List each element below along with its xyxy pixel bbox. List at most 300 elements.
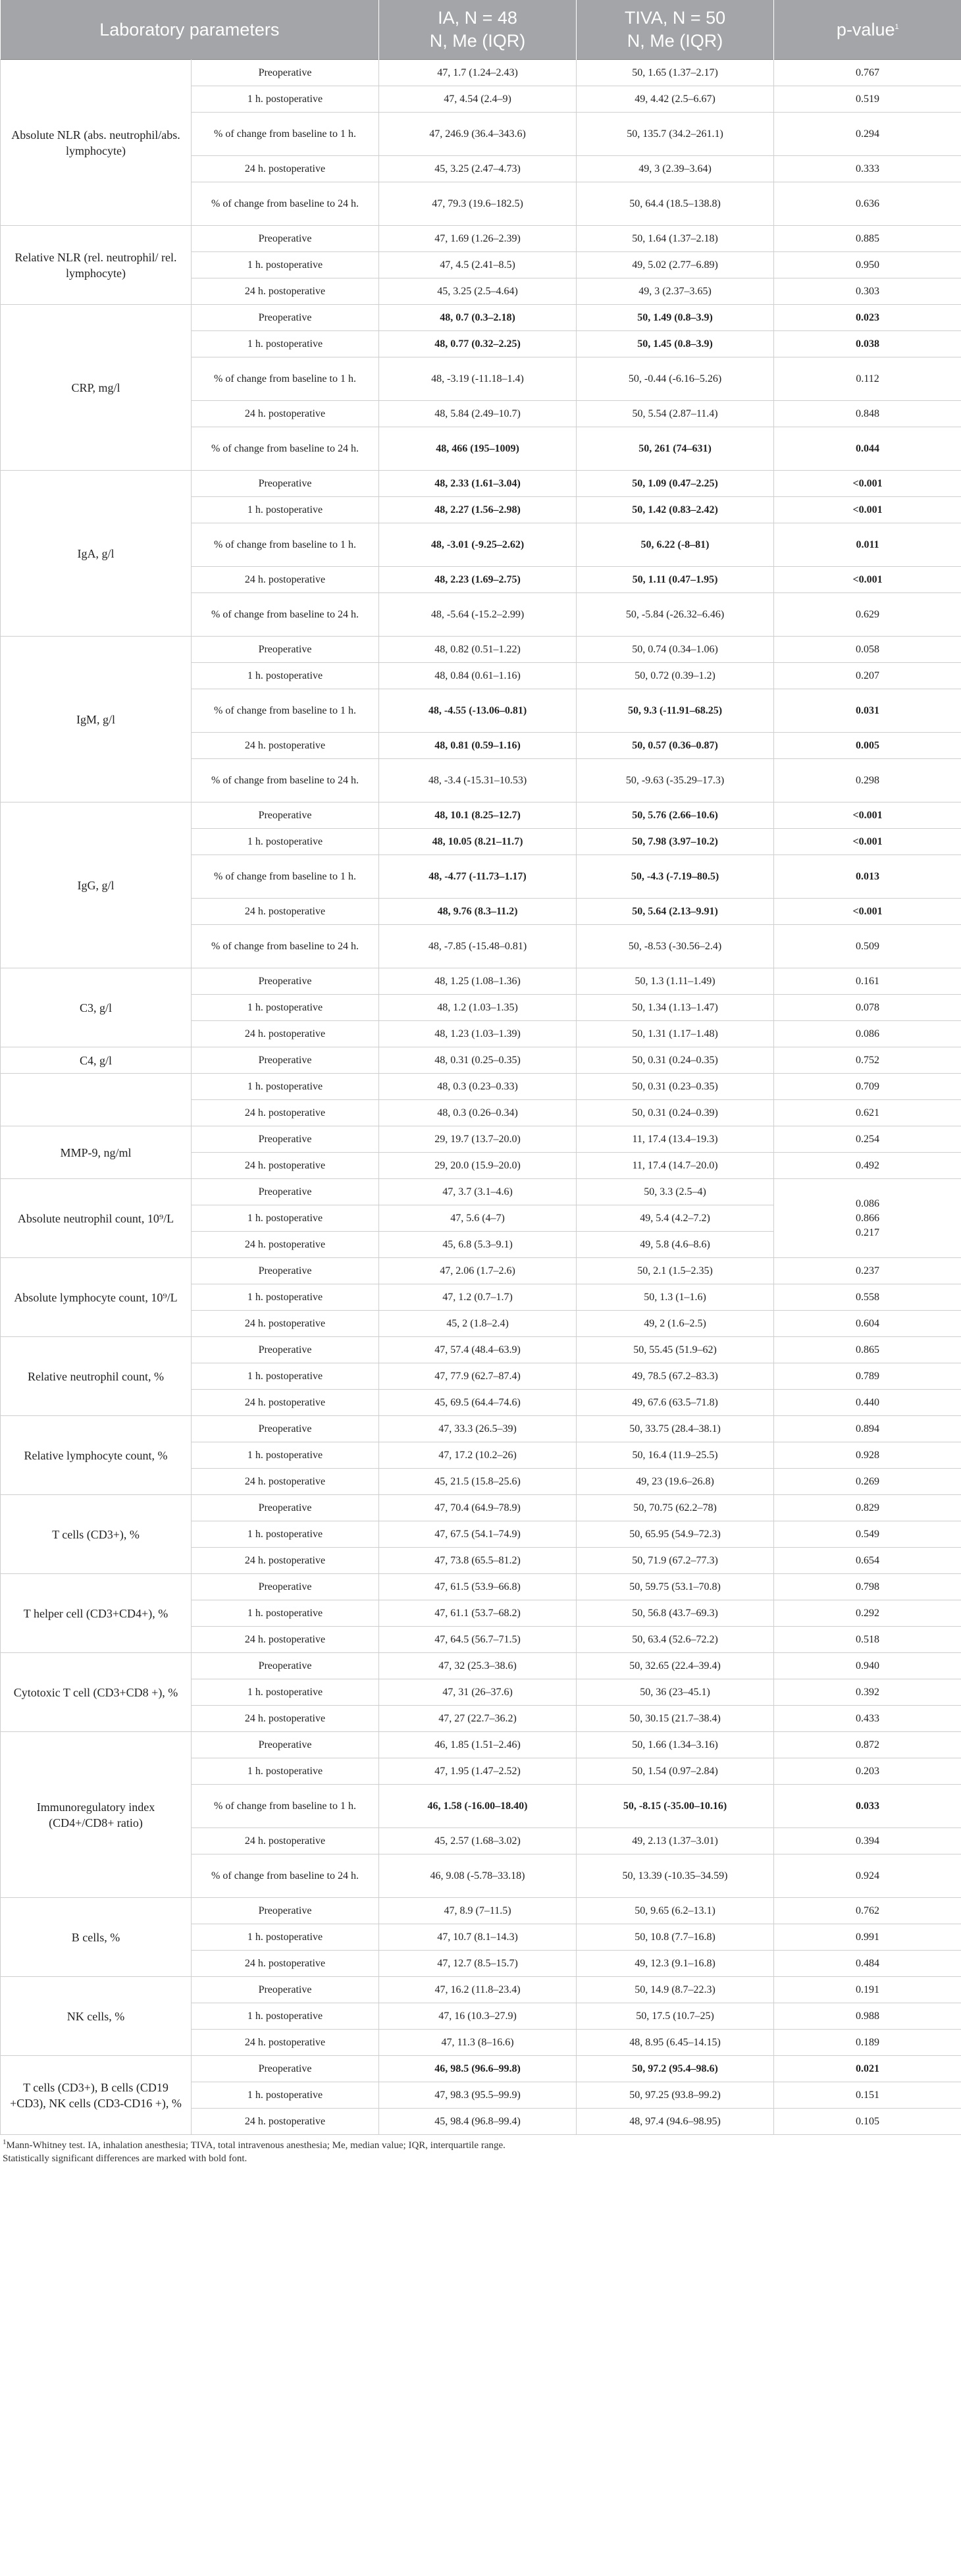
tiva-value-cell: 50, 71.9 (67.2–77.3) (577, 1548, 774, 1574)
ia-value-cell: 48, 1.25 (1.08–1.36) (379, 968, 577, 995)
timepoint-cell: Preoperative (192, 1258, 379, 1284)
p-value-cell: 0.872 (774, 1732, 961, 1758)
ia-value-cell: 45, 2 (1.8–2.4) (379, 1311, 577, 1337)
header-p-value (774, 0, 961, 60)
timepoint-cell: % of change from baseline to 24 h. (192, 182, 379, 226)
header-tiva (577, 0, 774, 60)
tiva-value-cell: 50, 1.66 (1.34–3.16) (577, 1732, 774, 1758)
parameter-cell: IgG, g/l (1, 802, 192, 968)
ia-value-cell: 48, 0.3 (0.23–0.33) (379, 1074, 577, 1100)
p-value-cell: 0.928 (774, 1442, 961, 1469)
ia-value-cell: 45, 3.25 (2.47–4.73) (379, 156, 577, 182)
p-value-cell: 0.621 (774, 1100, 961, 1126)
ia-value-cell: 47, 5.6 (4–7) (379, 1205, 577, 1232)
p-value-cell: 0.950 (774, 252, 961, 278)
parameter-cell: Relative lymphocyte count, % (1, 1416, 192, 1495)
ia-value-cell: 47, 57.4 (48.4–63.9) (379, 1337, 577, 1363)
timepoint-cell: % of change from baseline to 1 h. (192, 689, 379, 733)
ia-value-cell: 48, 2.27 (1.56–2.98) (379, 497, 577, 523)
p-value-cell: 0.105 (774, 2109, 961, 2135)
table-row (1, 1977, 961, 2003)
tiva-value-cell: 50, 1.42 (0.83–2.42) (577, 497, 774, 523)
ia-value-cell: 47, 11.3 (8–16.6) (379, 2030, 577, 2056)
tiva-value-cell: 50, 17.5 (10.7–25) (577, 2003, 774, 2030)
p-value-cell: 0.021 (774, 2056, 961, 2082)
footnote-1-text: Mann-Whitney test. IA, inhalation anesthesia; TIVA, total intravenous anesthesia; Me, median value; IQR, interquartile range. (6, 2140, 506, 2151)
p-value-cell: 0.988 (774, 2003, 961, 2030)
ia-value-cell: 48, -3.19 (-11.18–1.4) (379, 357, 577, 401)
p-value-cell: 0.885 (774, 226, 961, 252)
tiva-value-cell: 50, 55.45 (51.9–62) (577, 1337, 774, 1363)
timepoint-cell: 24 h. postoperative (192, 1828, 379, 1854)
parameter-cell: T helper cell (CD3+CD4+), % (1, 1574, 192, 1653)
ia-value-cell: 47, 79.3 (19.6–182.5) (379, 182, 577, 226)
timepoint-cell: 24 h. postoperative (192, 1469, 379, 1495)
ia-value-cell: 47, 1.7 (1.24–2.43) (379, 60, 577, 86)
tiva-value-cell: 50, 33.75 (28.4–38.1) (577, 1416, 774, 1442)
timepoint-cell: 1 h. postoperative (192, 1363, 379, 1390)
ia-value-cell: 47, 12.7 (8.5–15.7) (379, 1951, 577, 1977)
timepoint-cell: 24 h. postoperative (192, 1153, 379, 1179)
header-tiva-sub: N, Me (IQR) (627, 31, 723, 51)
ia-value-cell: 45, 21.5 (15.8–25.6) (379, 1469, 577, 1495)
ia-value-cell: 47, 61.5 (53.9–66.8) (379, 1574, 577, 1600)
ia-value-cell: 29, 19.7 (13.7–20.0) (379, 1126, 577, 1153)
timepoint-cell: 24 h. postoperative (192, 1100, 379, 1126)
tiva-value-cell: 50, 1.3 (1–1.6) (577, 1284, 774, 1311)
parameter-cell: T cells (CD3+), % (1, 1495, 192, 1574)
tiva-value-cell: 50, -5.84 (-26.32–6.46) (577, 593, 774, 637)
p-value-cell: 0.762 (774, 1898, 961, 1924)
ia-value-cell: 48, -4.55 (-13.06–0.81) (379, 689, 577, 733)
tiva-value-cell: 49, 67.6 (63.5–71.8) (577, 1390, 774, 1416)
timepoint-cell: Preoperative (192, 226, 379, 252)
p-value-cell: 0.161 (774, 968, 961, 995)
ia-value-cell: 46, 1.85 (1.51–2.46) (379, 1732, 577, 1758)
timepoint-cell: 24 h. postoperative (192, 156, 379, 182)
p-value-cell: 0.044 (774, 427, 961, 471)
table-row (1, 1047, 961, 1074)
timepoint-cell: Preoperative (192, 968, 379, 995)
timepoint-cell: 1 h. postoperative (192, 1521, 379, 1548)
tiva-value-cell: 49, 2 (1.6–2.5) (577, 1311, 774, 1337)
timepoint-cell: 1 h. postoperative (192, 86, 379, 113)
timepoint-cell: 24 h. postoperative (192, 567, 379, 593)
tiva-value-cell: 50, 261 (74–631) (577, 427, 774, 471)
timepoint-cell: 1 h. postoperative (192, 1442, 379, 1469)
tiva-value-cell: 50, 65.95 (54.9–72.3) (577, 1521, 774, 1548)
ia-value-cell: 47, 27 (22.7–36.2) (379, 1706, 577, 1732)
p-value-cell: <0.001 (774, 567, 961, 593)
ia-value-cell: 29, 20.0 (15.9–20.0) (379, 1153, 577, 1179)
tiva-value-cell: 50, -8.15 (-35.00–10.16) (577, 1785, 774, 1828)
timepoint-cell: Preoperative (192, 1574, 379, 1600)
tiva-value-cell: 50, 56.8 (43.7–69.3) (577, 1600, 774, 1627)
tiva-value-cell: 50, 5.54 (2.87–11.4) (577, 401, 774, 427)
table-row (1, 2056, 961, 2082)
parameter-cell: Absolute lymphocyte count, 10⁹/L (1, 1258, 192, 1337)
tiva-value-cell: 11, 17.4 (14.7–20.0) (577, 1153, 774, 1179)
parameter-cell: NK cells, % (1, 1977, 192, 2056)
tiva-value-cell: 49, 2.13 (1.37–3.01) (577, 1828, 774, 1854)
tiva-value-cell: 50, 0.74 (0.34–1.06) (577, 637, 774, 663)
table-header (1, 0, 961, 60)
p-value-cell: 0.484 (774, 1951, 961, 1977)
p-value-cell: 0.767 (774, 60, 961, 86)
timepoint-cell: Preoperative (192, 802, 379, 829)
timepoint-cell: 1 h. postoperative (192, 331, 379, 357)
timepoint-cell: 1 h. postoperative (192, 1074, 379, 1100)
header-tiva-label: TIVA, N = 50 (624, 8, 726, 28)
timepoint-cell: % of change from baseline to 1 h. (192, 1785, 379, 1828)
p-value-cell: 0.604 (774, 1311, 961, 1337)
header-ia-sub: N, Me (IQR) (429, 31, 526, 51)
parameter-cell: IgA, g/l (1, 471, 192, 637)
tiva-value-cell: 50, 97.2 (95.4–98.6) (577, 2056, 774, 2082)
tiva-value-cell: 50, -0.44 (-6.16–5.26) (577, 357, 774, 401)
tiva-value-cell: 50, 30.15 (21.7–38.4) (577, 1706, 774, 1732)
tiva-value-cell: 50, 9.65 (6.2–13.1) (577, 1898, 774, 1924)
p-value-cell: <0.001 (774, 829, 961, 855)
timepoint-cell: % of change from baseline to 1 h. (192, 113, 379, 156)
timepoint-cell: Preoperative (192, 1653, 379, 1679)
ia-value-cell: 48, 9.76 (8.3–11.2) (379, 899, 577, 925)
tiva-value-cell: 50, 1.65 (1.37–2.17) (577, 60, 774, 86)
timepoint-cell: % of change from baseline to 24 h. (192, 759, 379, 802)
ia-value-cell: 47, 3.7 (3.1–4.6) (379, 1179, 577, 1205)
tiva-value-cell: 50, 16.4 (11.9–25.5) (577, 1442, 774, 1469)
timepoint-cell: Preoperative (192, 1416, 379, 1442)
ia-value-cell: 48, -3.4 (-15.31–10.53) (379, 759, 577, 802)
p-value-cell: <0.001 (774, 497, 961, 523)
timepoint-cell: Preoperative (192, 1047, 379, 1074)
p-value-cell: 0.654 (774, 1548, 961, 1574)
ia-value-cell: 48, -3.01 (-9.25–2.62) (379, 523, 577, 567)
timepoint-cell: 24 h. postoperative (192, 899, 379, 925)
timepoint-cell: 1 h. postoperative (192, 1758, 379, 1785)
timepoint-cell: Preoperative (192, 1732, 379, 1758)
ia-value-cell: 47, 70.4 (64.9–78.9) (379, 1495, 577, 1521)
ia-value-cell: 47, 67.5 (54.1–74.9) (379, 1521, 577, 1548)
p-value-cell: 0.865 (774, 1337, 961, 1363)
timepoint-cell: Preoperative (192, 1977, 379, 2003)
p-value-cell: 0.940 (774, 1653, 961, 1679)
p-value-cell: 0.033 (774, 1785, 961, 1828)
table-row (1, 471, 961, 497)
timepoint-cell: Preoperative (192, 305, 379, 331)
tiva-value-cell: 50, 3.3 (2.5–4) (577, 1179, 774, 1205)
tiva-value-cell: 50, 32.65 (22.4–39.4) (577, 1653, 774, 1679)
parameter-cell: Absolute neutrophil count, 10⁹/L (1, 1179, 192, 1258)
p-value-cell: 0.112 (774, 357, 961, 401)
tiva-value-cell: 50, 0.31 (0.24–0.39) (577, 1100, 774, 1126)
tiva-value-cell: 49, 3 (2.39–3.64) (577, 156, 774, 182)
tiva-value-cell: 50, 64.4 (18.5–138.8) (577, 182, 774, 226)
ia-value-cell: 45, 6.8 (5.3–9.1) (379, 1232, 577, 1258)
table-row (1, 1574, 961, 1600)
ia-value-cell: 47, 61.1 (53.7–68.2) (379, 1600, 577, 1627)
parameter-cell: Cytotoxic T cell (CD3+CD8 +), % (1, 1653, 192, 1732)
ia-value-cell: 47, 8.9 (7–11.5) (379, 1898, 577, 1924)
table-row (1, 1074, 961, 1100)
p-value-cell: 0.086 (774, 1021, 961, 1047)
parameter-cell (1, 1074, 192, 1126)
ia-value-cell: 48, -4.77 (-11.73–1.17) (379, 855, 577, 899)
table-row (1, 802, 961, 829)
timepoint-cell: % of change from baseline to 24 h. (192, 593, 379, 637)
timepoint-cell: Preoperative (192, 1337, 379, 1363)
timepoint-cell: 24 h. postoperative (192, 1951, 379, 1977)
ia-value-cell: 48, 0.81 (0.59–1.16) (379, 733, 577, 759)
ia-value-cell: 47, 246.9 (36.4–343.6) (379, 113, 577, 156)
tiva-value-cell: 50, 2.1 (1.5–2.35) (577, 1258, 774, 1284)
p-value-cell: 0.518 (774, 1627, 961, 1653)
p-value-cell: 0.189 (774, 2030, 961, 2056)
timepoint-cell: 1 h. postoperative (192, 252, 379, 278)
ia-value-cell: 47, 64.5 (56.7–71.5) (379, 1627, 577, 1653)
timepoint-cell: Preoperative (192, 637, 379, 663)
tiva-value-cell: 50, 1.64 (1.37–2.18) (577, 226, 774, 252)
tiva-value-cell: 50, 36 (23–45.1) (577, 1679, 774, 1706)
ia-value-cell: 48, 0.31 (0.25–0.35) (379, 1047, 577, 1074)
tiva-value-cell: 50, 0.72 (0.39–1.2) (577, 663, 774, 689)
timepoint-cell: 24 h. postoperative (192, 1706, 379, 1732)
tiva-value-cell: 50, 13.39 (-10.35–34.59) (577, 1854, 774, 1898)
header-p-footnote-mark: 1 (895, 22, 899, 31)
timepoint-cell: Preoperative (192, 1179, 379, 1205)
ia-value-cell: 48, 2.23 (1.69–2.75) (379, 567, 577, 593)
timepoint-cell: 1 h. postoperative (192, 829, 379, 855)
timepoint-cell: Preoperative (192, 1126, 379, 1153)
tiva-value-cell: 50, 1.45 (0.8–3.9) (577, 331, 774, 357)
p-value-cell: 0.031 (774, 689, 961, 733)
p-value-cell: 0.848 (774, 401, 961, 427)
p-value-cell: 0.991 (774, 1924, 961, 1951)
ia-value-cell: 48, 1.23 (1.03–1.39) (379, 1021, 577, 1047)
ia-value-cell: 47, 16 (10.3–27.9) (379, 2003, 577, 2030)
tiva-value-cell: 48, 97.4 (94.6–98.95) (577, 2109, 774, 2135)
tiva-value-cell: 49, 78.5 (67.2–83.3) (577, 1363, 774, 1390)
tiva-value-cell: 50, 1.54 (0.97–2.84) (577, 1758, 774, 1785)
table-row (1, 1732, 961, 1758)
p-value-cell: 0.294 (774, 113, 961, 156)
header-ia (379, 0, 577, 60)
timepoint-cell: 1 h. postoperative (192, 2003, 379, 2030)
p-value-cell: 0.636 (774, 182, 961, 226)
tiva-value-cell: 50, 1.09 (0.47–2.25) (577, 471, 774, 497)
parameter-cell: T cells (CD3+), B cells (CD19 +CD3), NK cells (CD3-CD16 +), % (1, 2056, 192, 2135)
tiva-value-cell: 50, 6.22 (-8–81) (577, 523, 774, 567)
timepoint-cell: 1 h. postoperative (192, 995, 379, 1021)
ia-value-cell: 47, 4.5 (2.41–8.5) (379, 252, 577, 278)
timepoint-cell: Preoperative (192, 471, 379, 497)
p-value-cell: 0.333 (774, 156, 961, 182)
p-value-cell: 0.798 (774, 1574, 961, 1600)
timepoint-cell: % of change from baseline to 1 h. (192, 357, 379, 401)
timepoint-cell: % of change from baseline to 1 h. (192, 855, 379, 899)
table-row (1, 60, 961, 86)
ia-value-cell: 47, 32 (25.3–38.6) (379, 1653, 577, 1679)
parameter-cell: MMP-9, ng/ml (1, 1126, 192, 1179)
p-value-cell: 0.237 (774, 1258, 961, 1284)
ia-value-cell: 47, 1.69 (1.26–2.39) (379, 226, 577, 252)
timepoint-cell: 24 h. postoperative (192, 1232, 379, 1258)
table-row (1, 968, 961, 995)
ia-value-cell: 47, 31 (26–37.6) (379, 1679, 577, 1706)
timepoint-cell: % of change from baseline to 24 h. (192, 925, 379, 968)
tiva-value-cell: 50, -9.63 (-35.29–17.3) (577, 759, 774, 802)
timepoint-cell: Preoperative (192, 1898, 379, 1924)
timepoint-cell: 24 h. postoperative (192, 1627, 379, 1653)
ia-value-cell: 48, -7.85 (-15.48–0.81) (379, 925, 577, 968)
table-row (1, 1179, 961, 1205)
tiva-value-cell: 50, 0.31 (0.24–0.35) (577, 1047, 774, 1074)
footnote-2: Statistically significant differences are marked with bold font. (3, 2153, 247, 2164)
p-value-cell: 0.303 (774, 278, 961, 305)
tiva-value-cell: 50, -4.3 (-7.19–80.5) (577, 855, 774, 899)
tiva-value-cell: 50, 1.11 (0.47–1.95) (577, 567, 774, 593)
ia-value-cell: 47, 33.3 (26.5–39) (379, 1416, 577, 1442)
p-value-cell: 0.023 (774, 305, 961, 331)
parameter-cell: C4, g/l (1, 1047, 192, 1074)
tiva-value-cell: 50, 1.3 (1.11–1.49) (577, 968, 774, 995)
tiva-value-cell: 49, 12.3 (9.1–16.8) (577, 1951, 774, 1977)
p-value-merged-cell (774, 1179, 961, 1258)
table-row (1, 305, 961, 331)
ia-value-cell: 47, 17.2 (10.2–26) (379, 1442, 577, 1469)
timepoint-cell: Preoperative (192, 60, 379, 86)
parameter-cell: C3, g/l (1, 968, 192, 1047)
ia-value-cell: 47, 10.7 (8.1–14.3) (379, 1924, 577, 1951)
timepoint-cell: 1 h. postoperative (192, 1679, 379, 1706)
p-value-cell: 0.254 (774, 1126, 961, 1153)
p-value-cell: 0.392 (774, 1679, 961, 1706)
tiva-value-cell: 50, 1.34 (1.13–1.47) (577, 995, 774, 1021)
p-value-line: 0.086 (856, 1197, 880, 1209)
tiva-value-cell: 50, 0.57 (0.36–0.87) (577, 733, 774, 759)
ia-value-cell: 48, 0.82 (0.51–1.22) (379, 637, 577, 663)
p-value-cell: 0.394 (774, 1828, 961, 1854)
table-row (1, 1898, 961, 1924)
ia-value-cell: 47, 4.54 (2.4–9) (379, 86, 577, 113)
tiva-value-cell: 50, 1.49 (0.8–3.9) (577, 305, 774, 331)
header-ia-label: IA, N = 48 (438, 8, 517, 28)
p-value-cell: 0.011 (774, 523, 961, 567)
parameter-cell: IgM, g/l (1, 637, 192, 802)
ia-value-cell: 47, 2.06 (1.7–2.6) (379, 1258, 577, 1284)
timepoint-cell: 1 h. postoperative (192, 1284, 379, 1311)
timepoint-cell: 24 h. postoperative (192, 1548, 379, 1574)
tiva-value-cell: 50, 97.25 (93.8–99.2) (577, 2082, 774, 2109)
timepoint-cell: 24 h. postoperative (192, 1021, 379, 1047)
ia-value-cell: 48, 10.1 (8.25–12.7) (379, 802, 577, 829)
tiva-value-cell: 50, 135.7 (34.2–261.1) (577, 113, 774, 156)
ia-value-cell: 48, 0.84 (0.61–1.16) (379, 663, 577, 689)
parameter-cell: Relative NLR (rel. neutrophil/ rel. lymphocyte) (1, 226, 192, 305)
ia-value-cell: 48, -5.64 (-15.2–2.99) (379, 593, 577, 637)
p-value-cell: 0.292 (774, 1600, 961, 1627)
p-value-cell: 0.440 (774, 1390, 961, 1416)
ia-value-cell: 45, 69.5 (64.4–74.6) (379, 1390, 577, 1416)
table-row (1, 1337, 961, 1363)
ia-value-cell: 47, 98.3 (95.5–99.9) (379, 2082, 577, 2109)
p-value-cell: 0.191 (774, 1977, 961, 2003)
p-value-cell: 0.298 (774, 759, 961, 802)
tiva-value-cell: 49, 23 (19.6–26.8) (577, 1469, 774, 1495)
ia-value-cell: 47, 73.8 (65.5–81.2) (379, 1548, 577, 1574)
p-value-cell: 0.207 (774, 663, 961, 689)
tiva-value-cell: 50, -8.53 (-30.56–2.4) (577, 925, 774, 968)
timepoint-cell: 24 h. postoperative (192, 278, 379, 305)
p-value-cell: 0.894 (774, 1416, 961, 1442)
table-row (1, 1416, 961, 1442)
tiva-value-cell: 50, 1.31 (1.17–1.48) (577, 1021, 774, 1047)
p-value-cell: 0.789 (774, 1363, 961, 1390)
timepoint-cell: % of change from baseline to 24 h. (192, 427, 379, 471)
p-value-cell: 0.433 (774, 1706, 961, 1732)
header-parameters (1, 0, 379, 60)
ia-value-cell: 45, 2.57 (1.68–3.02) (379, 1828, 577, 1854)
ia-value-cell: 48, 0.7 (0.3–2.18) (379, 305, 577, 331)
table-row (1, 1495, 961, 1521)
tiva-value-cell: 11, 17.4 (13.4–19.3) (577, 1126, 774, 1153)
p-value-cell: <0.001 (774, 899, 961, 925)
tiva-value-cell: 50, 59.75 (53.1–70.8) (577, 1574, 774, 1600)
p-value-cell: 0.005 (774, 733, 961, 759)
table-row (1, 226, 961, 252)
ia-value-cell: 47, 77.9 (62.7–87.4) (379, 1363, 577, 1390)
ia-value-cell: 48, 1.2 (1.03–1.35) (379, 995, 577, 1021)
tiva-value-cell: 50, 5.76 (2.66–10.6) (577, 802, 774, 829)
p-value-cell: 0.269 (774, 1469, 961, 1495)
p-value-cell: <0.001 (774, 471, 961, 497)
tiva-value-cell: 50, 14.9 (8.7–22.3) (577, 1977, 774, 2003)
ia-value-cell: 48, 5.84 (2.49–10.7) (379, 401, 577, 427)
timepoint-cell: 1 h. postoperative (192, 1600, 379, 1627)
timepoint-cell: 1 h. postoperative (192, 497, 379, 523)
tiva-value-cell: 50, 10.8 (7.7–16.8) (577, 1924, 774, 1951)
p-value-cell: 0.829 (774, 1495, 961, 1521)
p-value-cell: 0.549 (774, 1521, 961, 1548)
parameter-cell: Immunoregulatory index (CD4+/CD8+ ratio) (1, 1732, 192, 1898)
footnote-1 (3, 2139, 958, 2152)
table-row (1, 1258, 961, 1284)
parameter-cell: Relative neutrophil count, % (1, 1337, 192, 1416)
p-value-cell: <0.001 (774, 802, 961, 829)
ia-value-cell: 48, 0.3 (0.26–0.34) (379, 1100, 577, 1126)
tiva-value-cell: 50, 5.64 (2.13–9.91) (577, 899, 774, 925)
tiva-value-cell: 50, 7.98 (3.97–10.2) (577, 829, 774, 855)
tiva-value-cell: 50, 63.4 (52.6–72.2) (577, 1627, 774, 1653)
ia-value-cell: 47, 1.2 (0.7–1.7) (379, 1284, 577, 1311)
p-value-line: 0.217 (856, 1226, 880, 1238)
ia-value-cell: 48, 10.05 (8.21–11.7) (379, 829, 577, 855)
table-footnotes (0, 2135, 961, 2165)
ia-value-cell: 45, 98.4 (96.8–99.4) (379, 2109, 577, 2135)
timepoint-cell: 24 h. postoperative (192, 1390, 379, 1416)
p-value-cell: 0.752 (774, 1047, 961, 1074)
p-value-cell: 0.519 (774, 86, 961, 113)
p-value-cell: 0.078 (774, 995, 961, 1021)
ia-value-cell: 48, 466 (195–1009) (379, 427, 577, 471)
p-value-cell: 0.203 (774, 1758, 961, 1785)
ia-value-cell: 48, 0.77 (0.32–2.25) (379, 331, 577, 357)
table-row (1, 1653, 961, 1679)
ia-value-cell: 46, 1.58 (-16.00–18.40) (379, 1785, 577, 1828)
tiva-value-cell: 49, 3 (2.37–3.65) (577, 278, 774, 305)
tiva-value-cell: 50, 70.75 (62.2–78) (577, 1495, 774, 1521)
timepoint-cell: 1 h. postoperative (192, 1205, 379, 1232)
